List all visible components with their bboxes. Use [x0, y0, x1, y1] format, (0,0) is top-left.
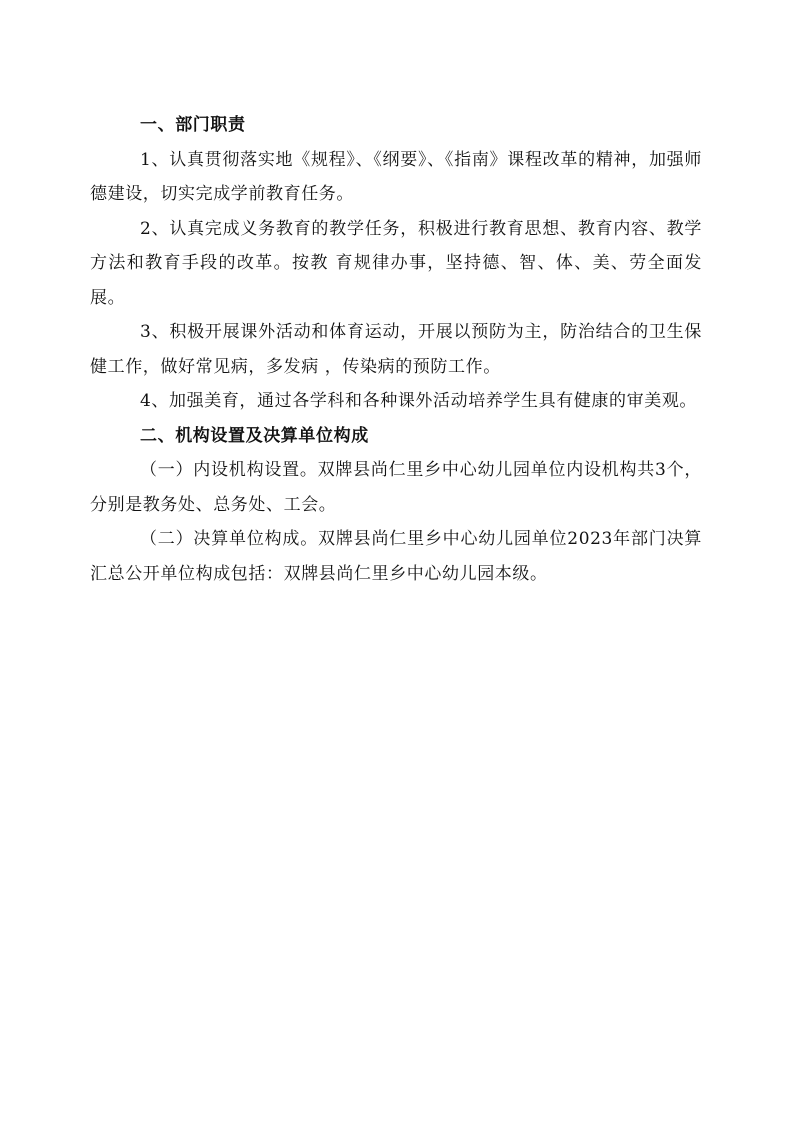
section-heading-structure: 二、机构设置及决算单位构成	[140, 425, 369, 446]
document-body	[90, 108, 702, 591]
structure-paragraph-2: （二）决算单位构成。双牌县尚仁里乡中心幼儿园单位2023年部门决算汇总公开单位构成包括：双牌县尚仁里乡中心幼儿园本级。	[90, 529, 702, 584]
duty-paragraph-1: 1、认真贯彻落实地《规程》、《纲要》、《指南》课程改革的精神，加强师德建设，切实完成学前教育任务。	[90, 149, 702, 204]
structure-paragraph-1: （一）内设机构设置。双牌县尚仁里乡中心幼儿园单位内设机构共3个，分别是教务处、总务处、工会。	[90, 460, 702, 515]
section-heading-duties: 一、部门职责	[140, 115, 246, 135]
duty-paragraph-2: 2、认真完成义务教育的教学任务，积极进行教育思想、教育内容、教学方法和教育手段的改革。按教 育规律办事，坚持德、智、体、美、劳全面发展。	[90, 218, 702, 308]
duty-paragraph-4: 4、加强美育，通过各学科和各种课外活动培养学生具有健康的审美观。	[140, 391, 698, 411]
duty-paragraph-3: 3、积极开展课外活动和体育运动，开展以预防为主，防治结合的卫生保健工作，做好常见病，多发病 ，传染病的预防工作。	[90, 322, 702, 377]
